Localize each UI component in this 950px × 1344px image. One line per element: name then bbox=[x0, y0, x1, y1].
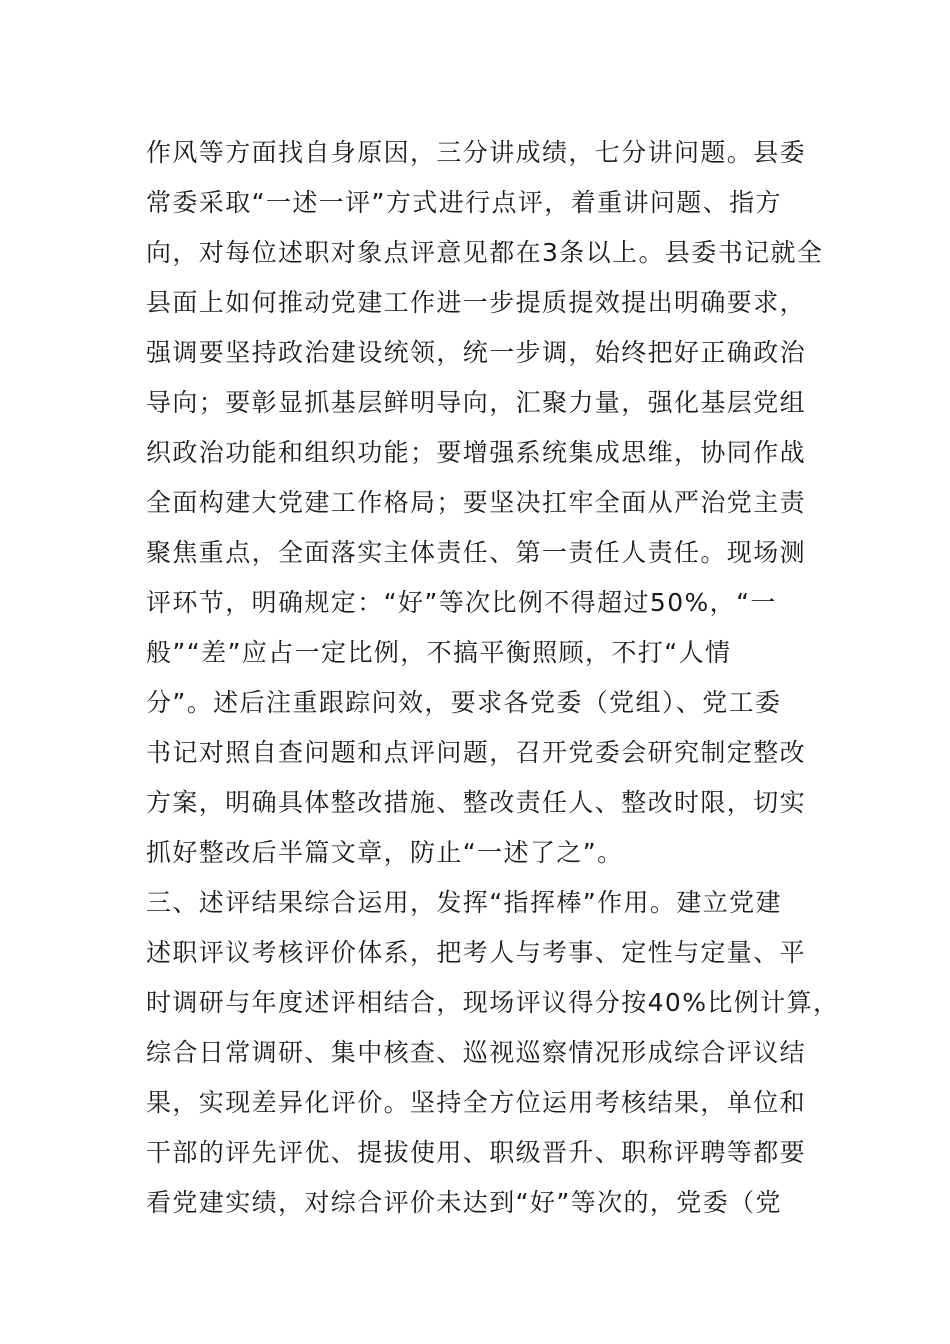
text-line: 方案，明确具体整改措施、整改责任人、整改时限，切实 bbox=[146, 788, 807, 817]
text-line: 述职评议考核评价体系，把考人与考事、定性与定量、平 bbox=[146, 938, 807, 967]
text-line: 聚焦重点，全面落实主体责任、第一责任人责任。现场测 bbox=[146, 538, 807, 567]
text-line: 强调要坚持政治建设统领，统一步调，始终把好正确政治 bbox=[146, 338, 807, 367]
text-line: 向，对每位述职对象点评意见都在3条以上。县委书记就全 bbox=[146, 238, 824, 267]
text-line: 书记对照自查问题和点评问题，召开党委会研究制定整改 bbox=[146, 738, 807, 767]
text-line: 分”。述后注重跟踪问效，要求各党委（党组）、党工委 bbox=[146, 688, 782, 717]
section-heading-line: 三、述评结果综合运用，发挥“指挥棒”作用。建立党建 bbox=[146, 888, 782, 917]
text-line: 织政治功能和组织功能；要增强系统集成思维，协同作战 bbox=[146, 438, 807, 467]
text-line: 作风等方面找自身原因，三分讲成绩，七分讲问题。县委 bbox=[146, 138, 807, 167]
text-line: 综合日常调研、集中核查、巡视巡察情况形成综合评议结 bbox=[146, 1038, 807, 1067]
text-line: 干部的评先评优、提拔使用、职级晋升、职称评聘等都要 bbox=[146, 1138, 807, 1167]
text-line: 般”“差”应占一定比例，不搞平衡照顾，不打“人情 bbox=[146, 638, 732, 667]
text-line: 常委采取“一述一评”方式进行点评，着重讲问题、指方 bbox=[146, 188, 782, 217]
text-line: 看党建实绩，对综合评价未达到“好”等次的，党委（党 bbox=[146, 1188, 782, 1217]
text-line: 导向；要彰显抓基层鲜明导向，汇聚力量，强化基层党组 bbox=[146, 388, 807, 417]
text-line: 全面构建大党建工作格局；要坚决扛牢全面从严治党主责 bbox=[146, 488, 807, 517]
text-line: 时调研与年度述评相结合，现场评议得分按40%比例计算， bbox=[146, 988, 840, 1017]
text-line: 县面上如何推动党建工作进一步提质提效提出明确要求， bbox=[146, 288, 807, 317]
text-line: 果，实现差异化评价。坚持全方位运用考核结果，单位和 bbox=[146, 1088, 807, 1117]
text-line: 评环节，明确规定：“好”等次比例不得超过50%，“一 bbox=[146, 588, 777, 617]
text-line: 抓好整改后半篇文章，防止“一述了之”。 bbox=[146, 838, 624, 867]
